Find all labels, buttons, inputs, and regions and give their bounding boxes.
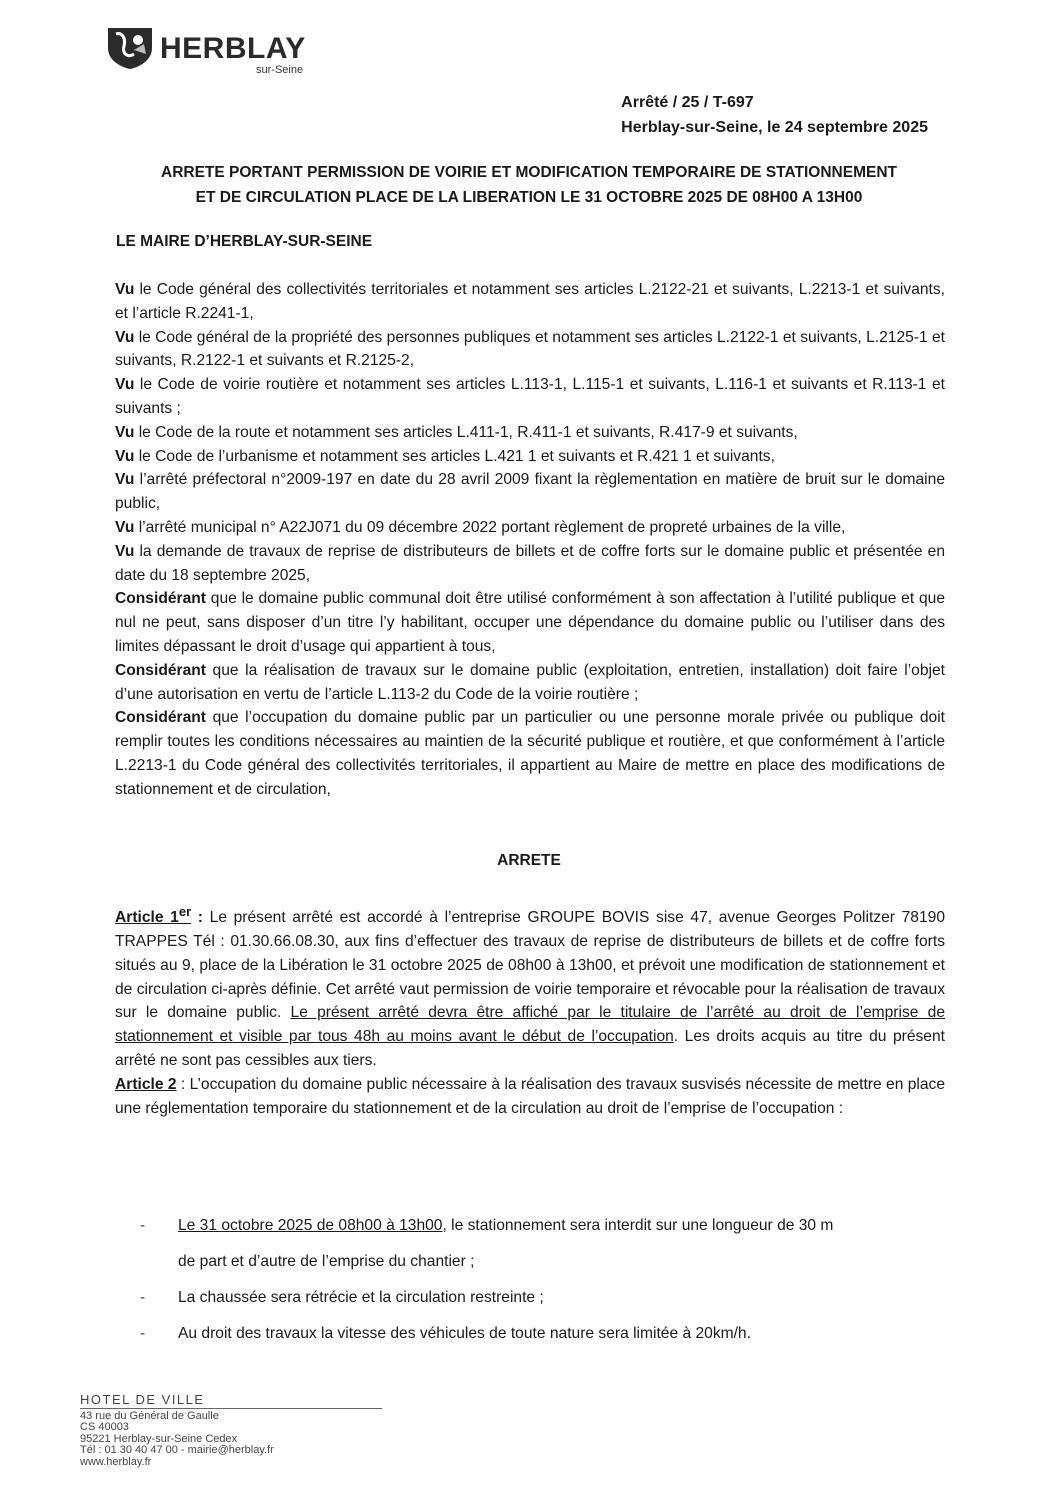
preamble-item <box>115 587 945 658</box>
preamble-text: le Code de l’urbanisme et notamment ses articles L.421 1 et suivants et R.421 1 et suivants, <box>134 447 775 465</box>
restriction-parking-cont: de part et d’autre de l’emprise du chantier ; <box>178 1253 475 1270</box>
preamble-text: le Code de la route et notamment ses articles L.411-1, R.411-1 et suivants, R.417-9 et suivants, <box>134 423 798 441</box>
preamble-item <box>115 278 945 326</box>
herblay-logo <box>104 22 344 82</box>
restriction-roadway: La chaussée sera rétrécie et la circulation restreinte ; <box>178 1289 544 1306</box>
document-title <box>100 160 958 210</box>
preamble-text: que l’occupation du domaine public par un particulier ou une personne morale privée ou publique doit remplir toutes les conditions nécessaires au maintien de la sécurité publique et routière, et que conformément à l’article L.2213-1 du Code général des collectivités territoriales, il appartient au Maire de mettre en place des modifications de stationnement et de circulation, <box>115 709 945 798</box>
preamble-item <box>115 516 945 540</box>
preamble-item <box>115 659 945 707</box>
city-seal-icon <box>104 24 156 70</box>
bullet-dash: - <box>140 1289 146 1306</box>
preamble-text: que la réalisation de travaux sur le domaine public (exploitation, entretien, installation) doit faire l’objet d’une autorisation en vertu de l’article L.113-2 du Code de la voirie routière ; <box>115 661 945 703</box>
arrete-reference: Arrêté / 25 / T-697 <box>621 94 754 111</box>
list-item <box>140 1316 960 1352</box>
preamble-item <box>115 706 945 801</box>
article-1-text-b: . Les droits acquis au titre du présent arrêté ne sont pas cessibles aux tiers. <box>115 1028 945 1069</box>
preamble-text: que le domaine public communal doit être utilisé conformément à son affectation à l’utilité publique et que nul ne peut, sans disposer d’un titre l’y habilitant, occuper une dépendance du domaine public ou l’utiliser dans des limites dépassant le droit d’usage qui appartient à tous, <box>115 590 945 655</box>
articles <box>115 900 945 1120</box>
bullet-dash: - <box>140 1217 146 1234</box>
title-line-2: ET DE CIRCULATION PLACE DE LA LIBERATION LE 31 OCTOBRE 2025 DE 08H00 A 13H00 <box>195 189 863 206</box>
article-1-text-a: Le présent arrêté est accordé à l’entreprise GROUPE BOVIS sise 47, avenue Georges Politzer 78190 TRAPPES Tél : 01.30.66.08.30, aux fins d’effectuer des travaux de reprise de distributeurs de billets et de coffre forts situés au 9, place de la Libération le 31 octobre 2025 de 08h00 à 13h00, et prévoit une modification de stationnement et de circulation ci-après définie. Cet arrêté vaut permission de voirie temporaire et révocable pour la réalisation de travaux sur le domaine public. <box>115 909 945 1022</box>
list-item <box>140 1280 960 1316</box>
preamble-keyword: Vu <box>115 447 135 465</box>
footer-website: www.herblay.fr <box>80 1455 152 1468</box>
preamble-keyword: Vu <box>115 328 135 346</box>
preamble-text: la demande de travaux de reprise de distributeurs de billets et de coffre forts sur le domaine public et présentée en date du 18 septembre 2025, <box>115 542 945 584</box>
place-date: Herblay-sur-Seine, le 24 septembre 2025 <box>621 119 928 136</box>
reference-block <box>621 90 928 140</box>
preamble-item <box>115 326 945 374</box>
preamble-keyword: Considérant <box>115 590 206 608</box>
title-line-1: ARRETE PORTANT PERMISSION DE VOIRIE ET MODIFICATION TEMPORAIRE DE STATIONNEMENT <box>161 164 897 181</box>
preamble-item <box>115 421 945 445</box>
restrictions-list <box>140 1208 960 1352</box>
article-1 <box>115 900 945 1073</box>
article-1-sup: er <box>178 904 192 919</box>
preamble-text: l’arrêté préfectoral n°2009-197 en date du 28 avril 2009 fixant la règlementation en matière de bruit sur le domaine public, <box>115 471 945 513</box>
preamble-item <box>115 540 945 588</box>
footer-city: 95221 Herblay-sur-Seine Cedex <box>80 1432 238 1445</box>
preamble-keyword: Vu <box>115 376 135 394</box>
article-1-display-requirement: Le présent arrêté devra être affiché par le titulaire de l’arrêté au droit de l’emprise de stationnement et visible par tous 48h au moins avant le début de l’occupation <box>115 1004 945 1046</box>
article-2-label: Article 2 <box>115 1075 177 1093</box>
preamble-item <box>115 468 945 516</box>
preamble-text: le Code général de la propriété des personnes publiques et notamment ses articles L.2122-1 et suivants, L.2125-1 et suivants, R.2122-1 et suivants et R.2125-2, <box>115 328 945 370</box>
footer-contact: Tél : 01 30 40 47 00 - mairie@herblay.fr <box>80 1444 274 1456</box>
preamble <box>115 278 945 802</box>
preamble-keyword: Vu <box>115 471 135 489</box>
preamble-text: l’arrêté municipal n° A22J071 du 09 décembre 2022 portant règlement de propreté urbaines de la ville, <box>134 518 846 536</box>
preamble-text: le Code général des collectivités territoriales et notamment ses articles L.2122-21 et suivants, L.2213-1 et suivants, et l’article R.2241-1, <box>115 281 945 322</box>
list-item <box>140 1208 960 1280</box>
bullet-dash: - <box>140 1325 146 1342</box>
preamble-keyword: Considérant <box>115 709 206 727</box>
article-1-colon: : <box>191 909 203 927</box>
preamble-keyword: Vu <box>115 281 135 298</box>
preamble-keyword: Vu <box>115 423 135 441</box>
restriction-speed: Au droit des travaux la vitesse des véhicules de toute nature sera limitée à 20km/h. <box>178 1325 751 1342</box>
article-2 <box>115 1073 945 1121</box>
footer-address <box>80 1394 382 1468</box>
article-1-label-text: Article 1 <box>115 909 179 927</box>
footer-title: HOTEL DE VILLE <box>80 1394 382 1409</box>
restriction-parking: , le stationnement sera interdit sur une longueur de 30 m <box>442 1217 834 1234</box>
preamble-keyword: Vu <box>115 518 135 536</box>
preamble-keyword: Considérant <box>115 661 206 679</box>
logo-subtitle: sur-Seine <box>256 64 304 76</box>
logo-name: HERBLAY <box>160 32 306 65</box>
arrete-heading: ARRETE <box>497 852 561 869</box>
footer-cs: CS 40003 <box>80 1421 129 1433</box>
restriction-date: Le 31 octobre 2025 de 08h00 à 13h00 <box>178 1217 443 1234</box>
preamble-keyword: Vu <box>115 542 135 560</box>
preamble-item <box>115 373 945 421</box>
article-2-text: : L’occupation du domaine public nécessaire à la réalisation des travaux susvisés nécessite de mettre en place une réglementation temporaire du stationnement et de la circulation au droit de l’emprise de l’occupation : <box>115 1075 946 1117</box>
footer-street: 43 rue du Général de Gaulle <box>80 1409 219 1422</box>
preamble-item <box>115 445 945 469</box>
article-1-label <box>115 904 192 927</box>
maire-heading: LE MAIRE D’HERBLAY-SUR-SEINE <box>116 233 373 250</box>
preamble-text: le Code de voirie routière et notamment ses articles L.113-1, L.115-1 et suivants, L.116-1 et suivants et R.113-1 et suivants ; <box>115 376 945 417</box>
